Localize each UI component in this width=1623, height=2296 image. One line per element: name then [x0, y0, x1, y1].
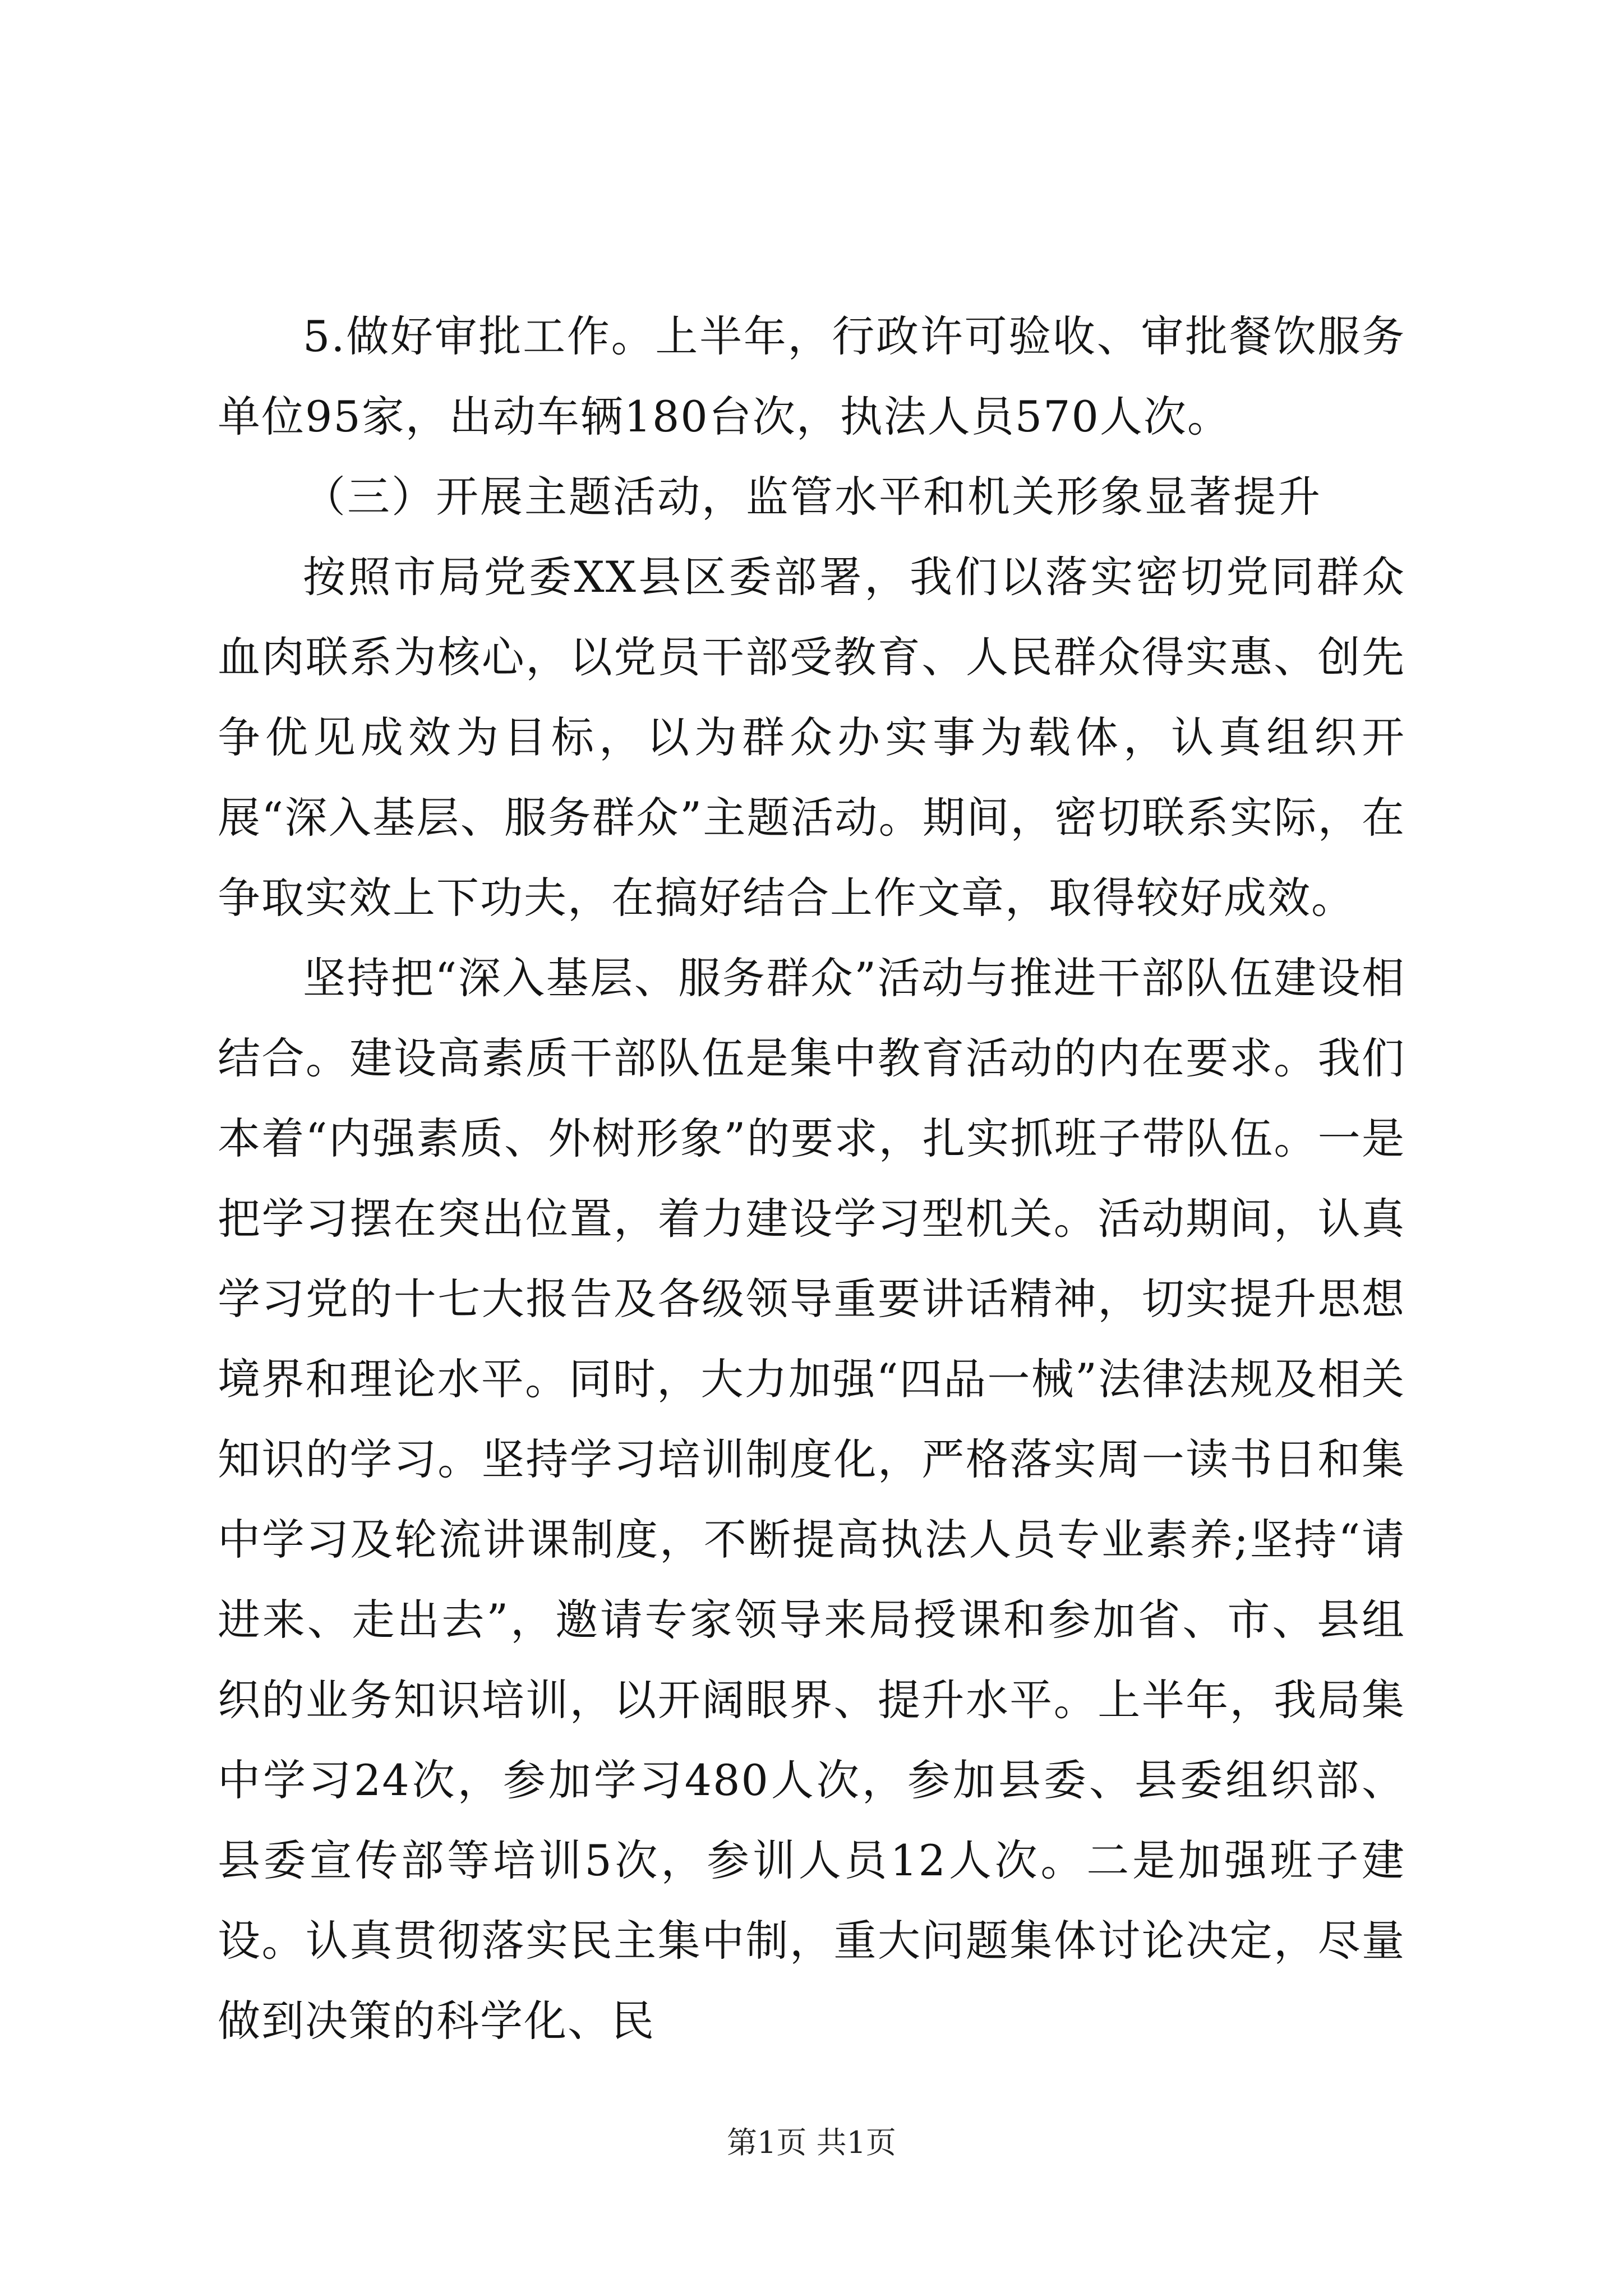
paragraph-approval-work: 5.做好审批工作。上半年，行政许可验收、审批餐饮服务单位95家，出动车辆180台次，执法人员570人次。 [218, 311, 1405, 441]
document-body [218, 296, 1405, 2061]
section-heading: （三）开展主题活动，监管水平和机关形象显著提升 [303, 472, 1322, 522]
page-number-footer: 第1页 共1页 [727, 2125, 896, 2160]
paragraph-team-building: 坚持把“深入基层、服务群众”活动与推进干部队伍建设相结合。建设高素质干部队伍是集中教育活动的内在要求。我们本着“内强素质、外树形象”的要求，扎实抓班子带队伍。一是把学习摆在突出位置，着力建设学习型机关。活动期间，认真学习党的十七大报告及各级领导重要讲话精神，切实提升思想境界和理论水平。同时，大力加强“四品一械”法律法规及相关知识的学习。坚持学习培训制度化，严格落实周一读书日和集中学习及轮流讲课制度，不断提高执法人员专业素养;坚持“请进来、走出去”，邀请专家领导来局授课和参加省、市、县组织的业务知识培训，以开阔眼界、提升水平。上半年，我局集中学习24次，参加学习480人次，参加县委、县委组织部、县委宣传部等培训5次，参训人员12人次。二是加强班子建设。认真贯彻落实民主集中制，重大问题集体讨论决定，尽量做到决策的科学化、民 [218, 953, 1405, 2046]
paragraph-theme-activity: 按照市局党委XX县区委部署，我们以落实密切党同群众血肉联系为核心，以党员干部受教育、人民群众得实惠、创先争优见成效为目标，以为群众办实事为载体，认真组织开展“深入基层、服务群众”主题活动。期间，密切联系实际，在争取实效上下功夫，在搞好结合上作文章，取得较好成效。 [218, 552, 1405, 923]
